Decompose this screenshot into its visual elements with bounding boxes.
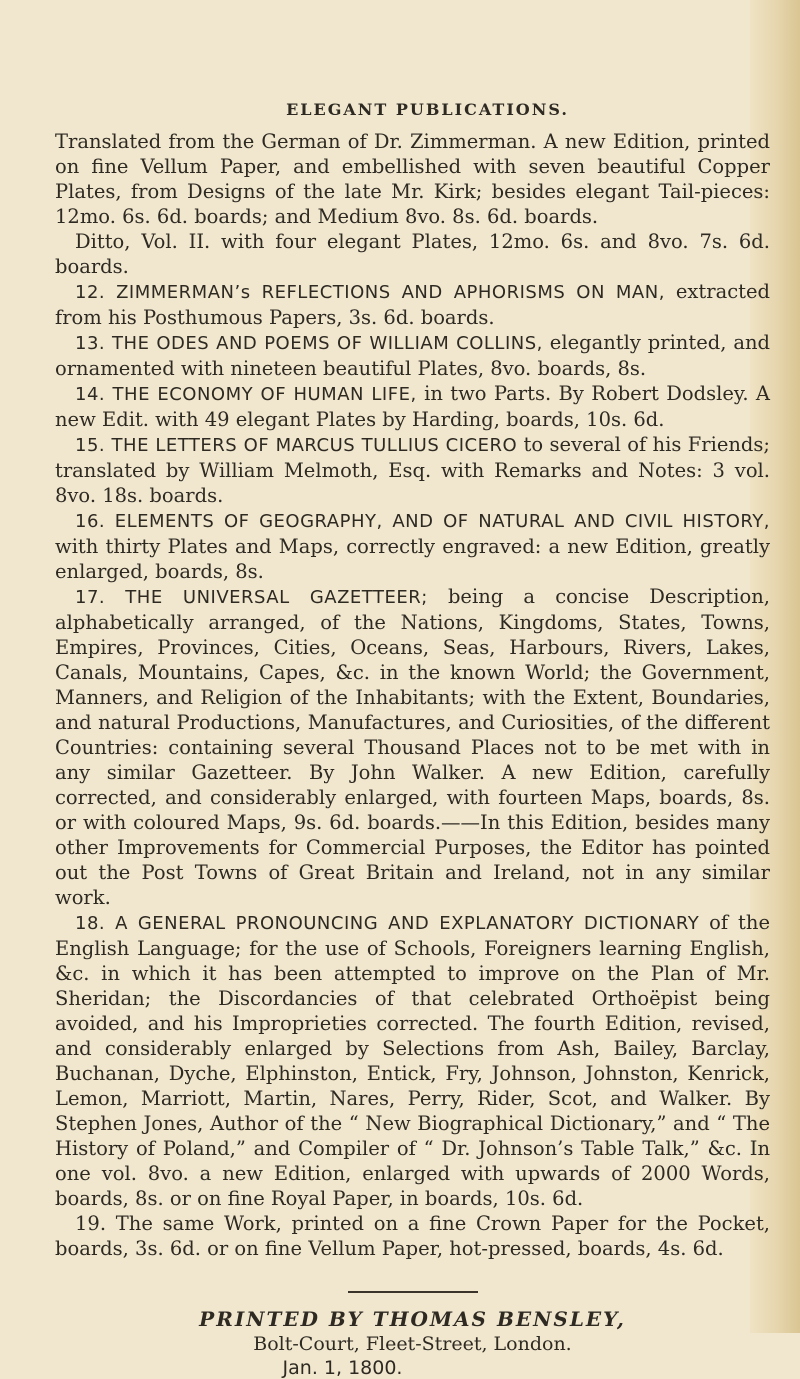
entry-title: 14. THE ECONOMY OF HUMAN LIFE, (75, 384, 417, 405)
entry-title: 17. THE UNIVERSAL GAZETTEER; (75, 587, 428, 608)
entry-title: 15. THE LETTERS OF MARCUS TULLIUS CICERO (75, 435, 518, 456)
entry-11-vol2: Ditto, Vol. II. with four elegant Plates, 12mo. 6s. and 8vo. 7s. 6d. boards. (55, 230, 770, 278)
page-text (55, 100, 770, 1379)
entry-18: 18. A GENERAL PRONOUNCING AND EXPLANATORY DICTIONARY of the English Language; for the use of Schools, Foreigners learning English, &c. in which it has been attempted to improve on the Plan of Mr. Sheridan; the Discordancies of that celebrated Orthoëpist being avoided, and his Improprieties corrected. The fourth Edition, revised, and considerably enlarged by Selections from Ash, Bailey, Barclay, Buchanan, Dyche, Elphinston, Entick, Fry, Johnson, Johnston, Kenrick, Lemon, Marriott, Martin, Nares, Perry, Rider, Scot, and Walker. By Stephen Jones, Author of the “ New Biographical Dictionary,” and “ The History of Poland,” and Compiler of “ Dr. Johnson’s Table Talk,” &c. In one vol. 8vo. a new Edition, enlarged with upwards of 2000 Words, boards, 8s. or on fine Royal Paper, in boards, 10s. 6d. (55, 911, 770, 1210)
entry-11-text: Translated from the German of Dr. Zimmerman. A new Edition, printed on fine Vellum Paper, and embellished with seven beautiful Copper Plates, from Designs of the late Mr. Kirk; besides elegant Tail-pieces: 12mo. 6s. 6d. boards; and Medium 8vo. 8s. 6d. boards. (55, 130, 770, 228)
entry-19: 19. The same Work, printed on a fine Crown Paper for the Pocket, boards, 3s. 6d. or on fine Vellum Paper, hot-pressed, boards, 4s. 6d. (55, 1212, 770, 1260)
entry-15: 15. THE LETTERS OF MARCUS TULLIUS CICERO to several of his Friends; translated by William Melmoth, Esq. with Remarks and Notes: 3 vol. 8vo. 18s. boards. (55, 433, 770, 507)
entry-12: 12. ZIMMERMAN’s REFLECTIONS AND APHORISMS ON MAN, extracted from his Posthumous Papers, 3s. 6d. boards. (55, 280, 770, 329)
entry-16: 16. ELEMENTS OF GEOGRAPHY, AND OF NATURAL AND CIVIL HISTORY, with thirty Plates and Maps, correctly engraved: a new Edition, greatly enlarged, boards, 8s. (55, 511, 770, 583)
entry-17: 17. THE UNIVERSAL GAZETTEER; being a concise Description, alphabetically arranged, of the Nations, Kingdoms, States, Towns, Empires, Provinces, Cities, Oceans, Seas, Harbours, Rivers, Lakes, Canals, Mountains, Capes, &c. in the known World; the Government, Manners, and Religion of the Inhabitants; with the Extent, Boundaries, and natural Productions, Manufactures, and Curiosities, of the different Countries: containing several Thousand Places not to be met with in any similar Gazetteer. By John Walker. A new Edition, carefully corrected, and considerably enlarged, with fourteen Maps, boards, 8s. or with coloured Maps, 9s. 6d. boards.——In this Edition, besides many other Improvements for Commercial Purposes, the Editor has pointed out the Post Towns of Great Britain and Ireland, not in any similar work. (55, 585, 770, 909)
entry-title: 12. ZIMMERMAN’s REFLECTIONS AND APHORISMS ON MAN, (75, 282, 665, 303)
divider-rule (348, 1291, 478, 1293)
imprint (55, 1307, 770, 1379)
imprint-date: Jan. 1, 1800. (282, 1357, 403, 1379)
entry-14: 14. THE ECONOMY OF HUMAN LIFE, in two Parts. By Robert Dodsley. A new Edit. with 49 elegant Plates by Harding, boards, 10s. 6d. (55, 382, 771, 431)
entry-title: 18. A GENERAL PRONOUNCING AND EXPLANATORY DICTIONARY (75, 913, 700, 934)
running-head: ELEGANT PUBLICATIONS. (286, 100, 569, 119)
imprint-printer: PRINTED BY THOMAS BENSLEY, (199, 1307, 626, 1331)
entry-13: 13. THE ODES AND POEMS OF WILLIAM COLLINS, elegantly printed, and ornamented with nineteen beautiful Plates, 8vo. boards, 8s. (55, 331, 770, 380)
imprint-address: Bolt-Court, Fleet-Street, London. (253, 1333, 572, 1355)
entry-title: 16. ELEMENTS OF GEOGRAPHY, AND OF NATURAL AND CIVIL HISTORY, (75, 511, 770, 532)
entry-title: 13. THE ODES AND POEMS OF WILLIAM COLLINS, (75, 333, 543, 354)
